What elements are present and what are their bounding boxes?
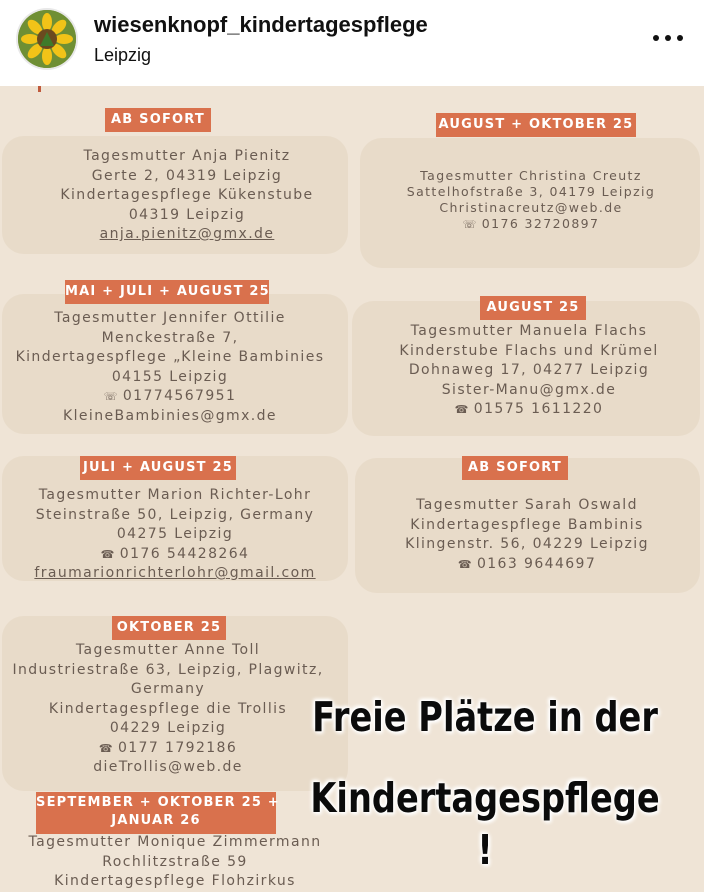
availability-badge [36,792,280,834]
listing-email: KleineBambinies@gmx.de [63,407,277,424]
badge-line: JANUAR 26 [111,813,201,828]
listing-phone: 0163 9644697 [476,555,597,572]
phone-icon: ☏ [103,390,119,403]
listing-phone: 0176 54428264 [119,545,250,562]
badge-line: SEPTEMBER + OKTOBER 25 + [36,795,280,810]
listing-line: Kindertagespflege „Kleine Bambinies [15,349,325,365]
decor-mark [38,86,41,92]
listing-line: Kindertagespflege Flohzirkus [54,873,296,889]
phone-icon: ☎ [100,547,116,561]
listing-line: 04319 Leipzig [128,206,246,223]
listing-line: Rochlitzstraße 59 [102,853,248,870]
availability-badge: MAI + JULI + AUGUST 25 [65,280,269,304]
overlay-headline [309,772,662,876]
availability-badge: OKTOBER 25 [112,616,226,640]
listing-name: Tagesmutter Monique Zimmermann [28,834,322,850]
listing-line: 04155 Leipzig [111,368,229,385]
listing-name: Tagesmutter Anja Pienitz [83,148,291,164]
listing-details [2,309,338,426]
post-header [0,0,704,86]
listing-line: Steinstraße 50, Leipzig, Germany [35,506,315,523]
listing-line: Germany [130,681,206,697]
listing-phone: 0177 1792186 [117,739,238,756]
phone-icon: ☏ [462,218,478,231]
availability-badge: AB SOFORT [105,108,211,132]
overlay-line-2: Kindertagespflege ! [310,774,660,874]
listing-name: Tagesmutter Marion Richter-Lohr [38,487,312,503]
listing-name: Tagesmutter Jennifer Ottilie [54,310,286,326]
more-options-icon[interactable] [648,18,688,58]
phone-icon: ☎ [457,557,473,571]
listing-line: Menckestraße 7, [101,329,239,346]
profile-avatar[interactable] [18,10,76,68]
listing-line: Sattelhofstraße 3, 04179 Leipzig [406,184,656,199]
sunflower-logo-icon [18,10,76,68]
listing-line: 04275 Leipzig [116,526,234,542]
listing-phone: 01774567951 [122,388,237,404]
listing-email: dieTrollis@web.de [93,759,243,775]
listing-name: Tagesmutter Christina Creutz [420,168,642,183]
listing-name: Tagesmutter Sarah Oswald [416,497,638,513]
availability-badge: JULI + AUGUST 25 [80,456,236,480]
listing-details [364,168,698,232]
listing-email: fraumarionrichterlohr@gmail.com [34,565,316,581]
listing-name: Tagesmutter Anne Toll [75,642,261,658]
listing-details [22,147,352,245]
listing-line: Dohnaweg 17, 04277 Leipzig [408,362,650,378]
listing-email: anja.pienitz@gmx.de [99,226,275,242]
availability-badge: AUGUST 25 [480,296,586,320]
listing-line: Kindertagespflege Bambinis [410,516,644,533]
listing-line: Gerte 2, 04319 Leipzig [91,167,283,184]
listing-details [356,322,702,420]
overlay-line-1: Freie Plätze in der [312,693,658,741]
username[interactable]: wiesenknopf_kindertagespflege [94,12,428,37]
location-label[interactable]: Leipzig [94,45,152,65]
availability-badge: AB SOFORT [462,456,568,480]
listing-line: Industriestraße 63, Leipzig, Plagwitz, [12,661,324,678]
phone-icon: ☎ [454,403,470,416]
listing-name: Tagesmutter Manuela Flachs [410,323,648,339]
phone-icon: ☎ [98,741,114,755]
listing-email: Sister-Manu@gmx.de [441,381,617,398]
listing-line: 04229 Leipzig [109,720,227,736]
listing-line: Kinderstube Flachs und Krümel [399,342,659,359]
listing-details [0,641,336,778]
listing-line: Kindertagespflege Kükenstube [60,187,314,203]
listing-line: Kindertagespflege die Trollis [48,700,288,717]
post-image [0,86,704,889]
listing-details [354,496,700,574]
listing-details [2,486,348,584]
listing-phone: 0176 32720897 [481,216,600,231]
overlay-headline [309,691,662,743]
availability-badge: AUGUST + OKTOBER 25 [436,113,636,137]
listing-email: Christinacreutz@web.de [439,200,623,215]
listing-line: Klingenstr. 56, 04229 Leipzig [405,536,649,552]
listing-phone: 01575 1611220 [473,401,604,417]
listing-details [2,833,348,892]
